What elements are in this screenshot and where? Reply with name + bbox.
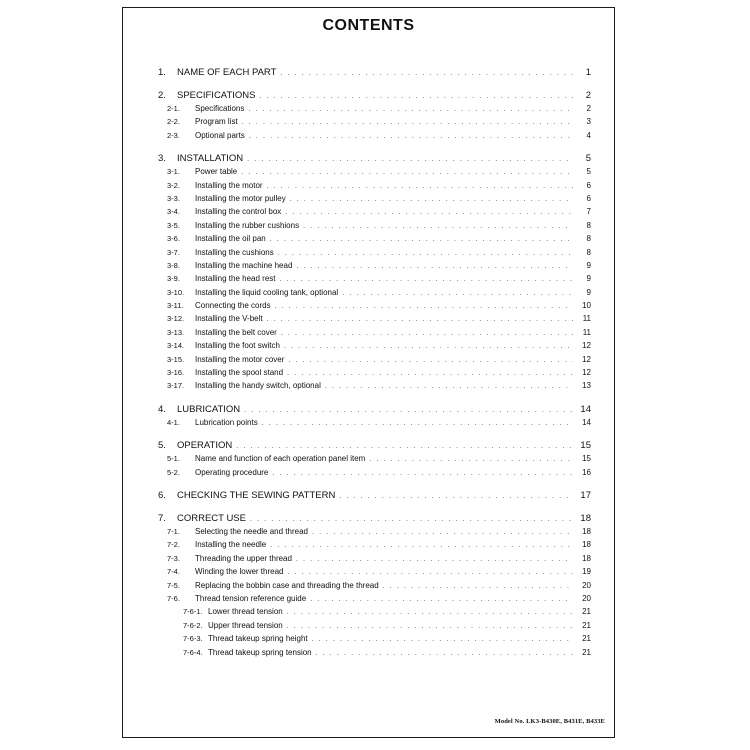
toc-page-number: 10	[582, 301, 591, 311]
toc-entry-title: Lower thread tension	[208, 607, 283, 617]
toc-entry-title: Selecting the needle and thread	[195, 526, 308, 536]
toc-entry-title: SPECIFICATIONS	[177, 90, 256, 101]
toc-dot-leader	[272, 470, 573, 477]
toc-page-number: 21	[582, 634, 591, 644]
toc-subsection-entry	[157, 355, 591, 368]
toc-subsection-entry	[157, 648, 591, 661]
toc-page-number: 8	[586, 220, 591, 230]
toc-section-entry	[157, 490, 591, 504]
toc-entry-number: 5-1.	[167, 454, 180, 464]
toc-entry-title: Installing the oil pan	[195, 234, 266, 244]
toc-entry-title: CHECKING THE SEWING PATTERN	[177, 489, 336, 501]
toc-entry-number: 4.	[158, 403, 166, 415]
toc-page-number: 5	[586, 167, 591, 177]
toc-dot-leader	[288, 357, 573, 364]
toc-entry-number: 3-15.	[167, 354, 185, 364]
toc-subsection-entry	[157, 207, 591, 220]
toc-dot-leader	[247, 156, 573, 163]
toc-subsection-entry	[157, 621, 591, 634]
toc-dot-leader	[259, 93, 573, 100]
toc-entry-number: 3-3.	[167, 193, 180, 203]
toc-dot-leader	[288, 569, 574, 576]
toc-page-number: 21	[582, 607, 591, 617]
toc-page-number: 14	[582, 417, 591, 427]
toc-section-entry	[157, 67, 591, 81]
toc-entry-number: 7-2.	[167, 540, 180, 550]
toc-dot-leader	[342, 290, 573, 297]
toc-subsection-entry	[157, 554, 591, 567]
toc-page-number: 20	[582, 593, 591, 603]
toc-page-number: 16	[582, 467, 591, 477]
toc-entry-number: 3-13.	[167, 327, 185, 337]
toc-entry-number: 3-16.	[167, 368, 185, 378]
toc-entry-number: 7-6-1.	[183, 607, 203, 617]
toc-entry-title: Specifications	[195, 104, 245, 113]
toc-dot-leader	[270, 236, 573, 243]
toc-entry-number: 7-4.	[167, 567, 180, 577]
toc-entry-title: Winding the lower thread	[195, 567, 284, 577]
toc-section-entry	[157, 404, 591, 418]
toc-subsection-entry	[157, 181, 591, 194]
toc-page-number: 2	[586, 104, 591, 113]
toc-dot-leader	[250, 516, 573, 523]
toc-dot-leader	[244, 407, 573, 414]
toc-subsection-entry	[157, 328, 591, 341]
toc-subsection-entry	[157, 418, 591, 431]
toc-entry-title: Installing the spool stand	[195, 368, 284, 378]
toc-entry-number: 3-2.	[167, 180, 180, 190]
toc-dot-leader	[287, 370, 573, 377]
toc-entry-title: Installing the rubber cushions	[195, 220, 300, 230]
toc-dot-leader	[310, 596, 573, 603]
toc-entry-title: Upper thread tension	[208, 620, 283, 630]
toc-entry-number: 5.	[158, 440, 166, 452]
toc-entry-number: 2-1.	[167, 104, 180, 113]
toc-dot-leader	[275, 303, 573, 310]
toc-page-number: 18	[582, 526, 591, 536]
toc-entry-title: CORRECT USE	[177, 512, 246, 524]
toc-subsection-entry	[157, 454, 591, 467]
toc-entry-number: 3-1.	[167, 167, 180, 177]
toc-entry-number: 7.	[158, 512, 166, 524]
toc-entry-number: 3-7.	[167, 247, 180, 257]
toc-entry-title: Installing the foot switch	[195, 341, 280, 351]
toc-dot-leader	[325, 383, 573, 390]
toc-entry-number: 5-2.	[167, 467, 180, 477]
toc-entry-title: Program list	[195, 117, 238, 127]
toc-entry-number: 7-5.	[167, 580, 180, 590]
toc-entry-title: Replacing the bobbin case and threading the thread	[195, 580, 379, 590]
toc-entry-title: Thread tension reference guide	[195, 593, 307, 603]
toc-subsection-entry	[157, 368, 591, 381]
toc-subsection-entry	[157, 540, 591, 553]
toc-entry-number: 7-3.	[167, 553, 180, 563]
toc-dot-leader	[296, 556, 573, 563]
toc-entry-number: 3-9.	[167, 274, 180, 284]
toc-dot-leader	[248, 106, 573, 113]
toc-entry-number: 7-6-4.	[183, 647, 203, 657]
toc-dot-leader	[280, 70, 573, 77]
toc-entry-title: Installing the cushions	[195, 247, 274, 257]
toc-subsection-entry	[157, 527, 591, 540]
toc-entry-title: Lubrication points	[195, 417, 258, 427]
toc-page-number: 4	[586, 130, 591, 140]
toc-subsection-entry	[157, 117, 591, 130]
toc-section-entry	[157, 153, 591, 167]
toc-subsection-entry	[157, 194, 591, 207]
toc-dot-leader	[290, 196, 573, 203]
toc-subsection-entry	[157, 607, 591, 620]
toc-page-number: 9	[586, 287, 591, 297]
toc-subsection-entry	[157, 567, 591, 580]
toc-page-number: 15	[582, 454, 591, 464]
toc-entry-number: 3-4.	[167, 207, 180, 217]
toc-page-number: 14	[580, 403, 591, 415]
toc-subsection-entry	[157, 274, 591, 287]
toc-dot-leader	[296, 263, 573, 270]
toc-dot-leader	[383, 583, 573, 590]
toc-entry-title: OPERATION	[177, 440, 233, 452]
toc-entry-title: Installing the belt cover	[195, 327, 277, 337]
toc-entry-number: 3.	[158, 153, 166, 165]
toc-page-number: 13	[582, 381, 591, 391]
toc-entry-title: Installing the head rest	[195, 274, 276, 284]
toc-entry-title: Installing the needle	[195, 540, 267, 550]
toc-subsection-entry	[157, 634, 591, 647]
toc-entry-number: 6.	[158, 489, 166, 501]
toc-dot-leader	[312, 636, 573, 643]
toc-entry-title: Installing the handy switch, optional	[195, 381, 321, 391]
toc-entry-number: 3-8.	[167, 260, 180, 270]
toc-page-number: 2	[585, 90, 591, 101]
toc-subsection-entry	[157, 468, 591, 481]
toc-dot-leader	[270, 542, 573, 549]
toc-subsection-entry	[157, 234, 591, 247]
toc-entry-title: Installing the liquid cooling tank, optional	[195, 287, 339, 297]
toc-entry-number: 4-1.	[167, 417, 180, 427]
toc-dot-leader	[267, 316, 573, 323]
toc-entry-number: 3-12.	[167, 314, 185, 324]
toc-dot-leader	[236, 443, 573, 450]
toc-entry-number: 1.	[158, 67, 166, 78]
toc-page-number: 1	[585, 67, 591, 78]
toc-subsection-entry	[157, 248, 591, 261]
toc-page-number: 15	[580, 440, 591, 452]
toc-entry-number: 7-6-2.	[183, 620, 203, 630]
toc-page-number: 18	[582, 540, 591, 550]
document-page	[122, 7, 615, 738]
toc-page-number: 8	[586, 247, 591, 257]
toc-entry-title: Thread takeup spring height	[208, 634, 308, 644]
toc-page-number: 7	[586, 207, 591, 217]
toc-dot-leader	[267, 183, 573, 190]
toc-section-entry	[157, 440, 591, 454]
toc-entry-title: Installing the control box	[195, 207, 282, 217]
toc-dot-leader	[369, 456, 573, 463]
toc-subsection-entry	[157, 381, 591, 394]
table-of-contents	[157, 67, 591, 661]
toc-page-number: 21	[582, 620, 591, 630]
toc-entry-number: 3-10.	[167, 287, 185, 297]
toc-entry-number: 3-11.	[167, 301, 184, 311]
toc-dot-leader	[316, 650, 573, 657]
toc-page-number: 19	[582, 567, 591, 577]
toc-subsection-entry	[157, 167, 591, 180]
toc-entry-title: LUBRICATION	[177, 403, 241, 415]
toc-dot-leader	[280, 276, 574, 283]
toc-entry-title: Power table	[195, 167, 238, 177]
toc-entry-title: Installing the motor	[195, 180, 263, 190]
toc-page-number: 5	[585, 153, 591, 165]
toc-entry-title: Connecting the cords	[195, 301, 271, 311]
toc-dot-leader	[241, 169, 573, 176]
toc-subsection-entry	[157, 221, 591, 234]
toc-page-number: 12	[582, 341, 591, 351]
toc-dot-leader	[284, 343, 573, 350]
toc-page-number: 21	[582, 647, 591, 657]
toc-page-number: 9	[586, 274, 591, 284]
toc-entry-number: 7-6.	[167, 593, 180, 603]
toc-subsection-entry	[157, 104, 591, 117]
toc-subsection-entry	[157, 131, 591, 144]
toc-page-number: 18	[582, 553, 591, 563]
toc-entry-title: Installing the motor pulley	[195, 193, 286, 203]
toc-entry-number: 3-14.	[167, 341, 185, 351]
toc-page-number: 3	[586, 117, 591, 127]
toc-subsection-entry	[157, 581, 591, 594]
toc-page-number: 17	[580, 489, 591, 501]
toc-entry-number: 3-5.	[167, 220, 180, 230]
toc-entry-title: Installing the machine head	[195, 260, 293, 270]
toc-dot-leader	[278, 250, 573, 257]
toc-page-number: 9	[586, 260, 591, 270]
toc-dot-leader	[287, 623, 573, 630]
toc-dot-leader	[287, 609, 573, 616]
toc-entry-title: Name and function of each operation panel item	[195, 454, 366, 464]
toc-dot-leader	[312, 529, 573, 536]
toc-subsection-entry	[157, 261, 591, 274]
toc-entry-title: Installing the motor cover	[195, 354, 285, 364]
toc-section-entry	[157, 90, 591, 104]
toc-dot-leader	[303, 223, 573, 230]
toc-entry-title: Optional parts	[195, 130, 245, 140]
toc-subsection-entry	[157, 594, 591, 607]
toc-entry-number: 3-6.	[167, 234, 180, 244]
toc-subsection-entry	[157, 314, 591, 327]
toc-entry-title: Operating procedure	[195, 467, 269, 477]
model-number-footer: Model No. LK3-B430E, B431E, B433E	[494, 718, 605, 725]
toc-page-number: 12	[582, 368, 591, 378]
toc-page-number: 20	[582, 580, 591, 590]
toc-entry-title: Threading the upper thread	[195, 553, 292, 563]
page-title: CONTENTS	[322, 17, 415, 34]
toc-dot-leader	[339, 493, 573, 500]
toc-entry-number: 2-3.	[167, 130, 180, 140]
toc-subsection-entry	[157, 341, 591, 354]
toc-page-number: 6	[586, 193, 591, 203]
toc-page-number: 11	[582, 327, 591, 337]
toc-subsection-entry	[157, 288, 591, 301]
toc-entry-number: 2.	[158, 90, 166, 101]
toc-entry-title: NAME OF EACH PART	[177, 67, 277, 78]
toc-entry-title: INSTALLATION	[177, 153, 244, 165]
toc-page-number: 12	[582, 354, 591, 364]
toc-page-number: 11	[582, 314, 591, 324]
toc-dot-leader	[262, 420, 573, 427]
toc-dot-leader	[249, 133, 573, 140]
toc-page-number: 18	[580, 512, 591, 524]
toc-entry-number: 7-6-3.	[183, 634, 203, 644]
toc-dot-leader	[285, 209, 573, 216]
toc-entry-title: Thread takeup spring tension	[208, 647, 312, 657]
toc-subsection-entry	[157, 301, 591, 314]
toc-dot-leader	[242, 119, 573, 126]
toc-dot-leader	[281, 330, 573, 337]
toc-entry-title: Installing the V-belt	[195, 314, 263, 324]
toc-page-number: 8	[586, 234, 591, 244]
toc-entry-number: 7-1.	[167, 526, 180, 536]
toc-section-entry	[157, 513, 591, 527]
toc-entry-number: 3-17.	[167, 381, 185, 391]
toc-entry-number: 2-2.	[167, 117, 180, 127]
toc-page-number: 6	[586, 180, 591, 190]
